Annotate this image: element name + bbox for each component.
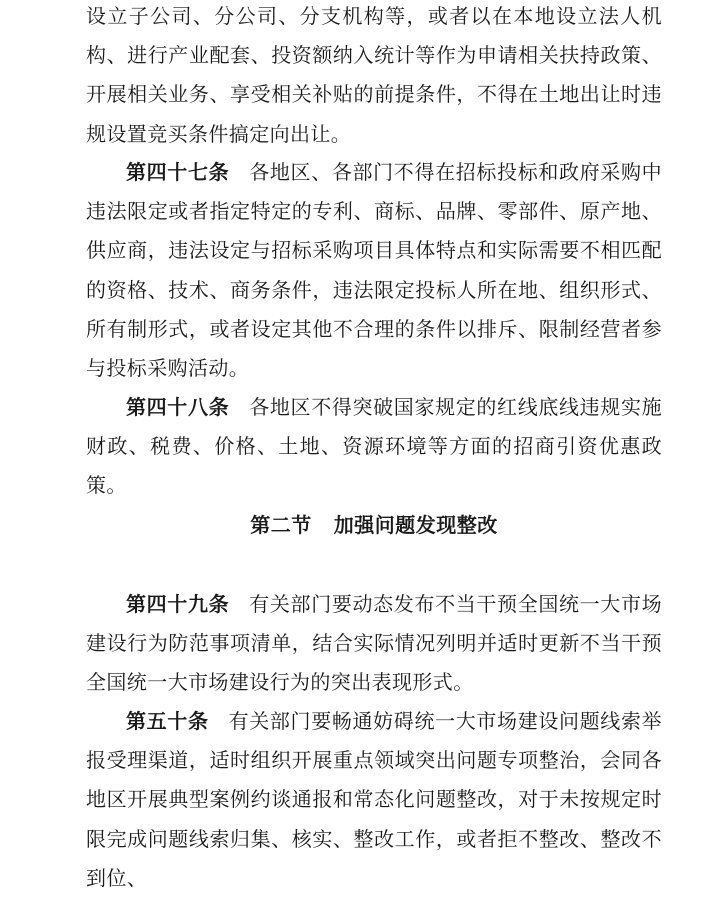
article-number: 第五十条 [126,709,209,733]
article-number: 第四十八条 [126,395,230,419]
article-text: 有关部门要动态发布不当干预全国统一大市场建设行为防范事项清单，结合实际情况列明并适时更新不当干预全国统一大市场建设行为的突出表现形式。 [86,592,662,695]
section-number: 第二节 [250,513,312,537]
section-title: 加强问题发现整改 [333,513,498,537]
paragraph-continuation [86,0,662,154]
article-number: 第四十九条 [126,592,230,616]
section-heading [86,505,662,545]
article-47 [86,153,662,388]
continuation-text: 设立子公司、分公司、分支机构等，或者以在本地设立法人机构、进行产业配套、投资额纳入统计等作为申请相关扶持政策、开展相关业务、享受相关补贴的前提条件，不得在土地出让时违规设置竞买条件搞定向出让。 [86,4,662,146]
article-number: 第四十七条 [126,160,230,184]
article-48 [86,388,662,506]
article-text: 各地区、各部门不得在招标投标和政府采购中违法限定或者指定特定的专利、商标、品牌、零部件、原产地、供应商，违法设定与招标采购项目具体特点和实际需要不相匹配的资格、技术、商务条件，违法限定投标人所在地、组织形式、所有制形式，或者设定其他不合理的条件以排斥、限制经营者参与投标采购活动。 [86,160,662,381]
article-text: 各地区不得突破国家规定的红线底线违规实施财政、税费、价格、土地、资源环境等方面的招商引资优惠政策。 [86,395,662,498]
article-50 [86,702,662,898]
article-49 [86,585,662,703]
article-text: 有关部门要畅通妨碍统一大市场建设问题线索举报受理渠道，适时组织开展重点领域突出问题专项整治，会同各地区开展典型案例约谈通报和常态化问题整改，对于未按规定时限完成问题线索归集、核实、整改工作，或者拒不整改、整改不到位、 [86,709,662,890]
